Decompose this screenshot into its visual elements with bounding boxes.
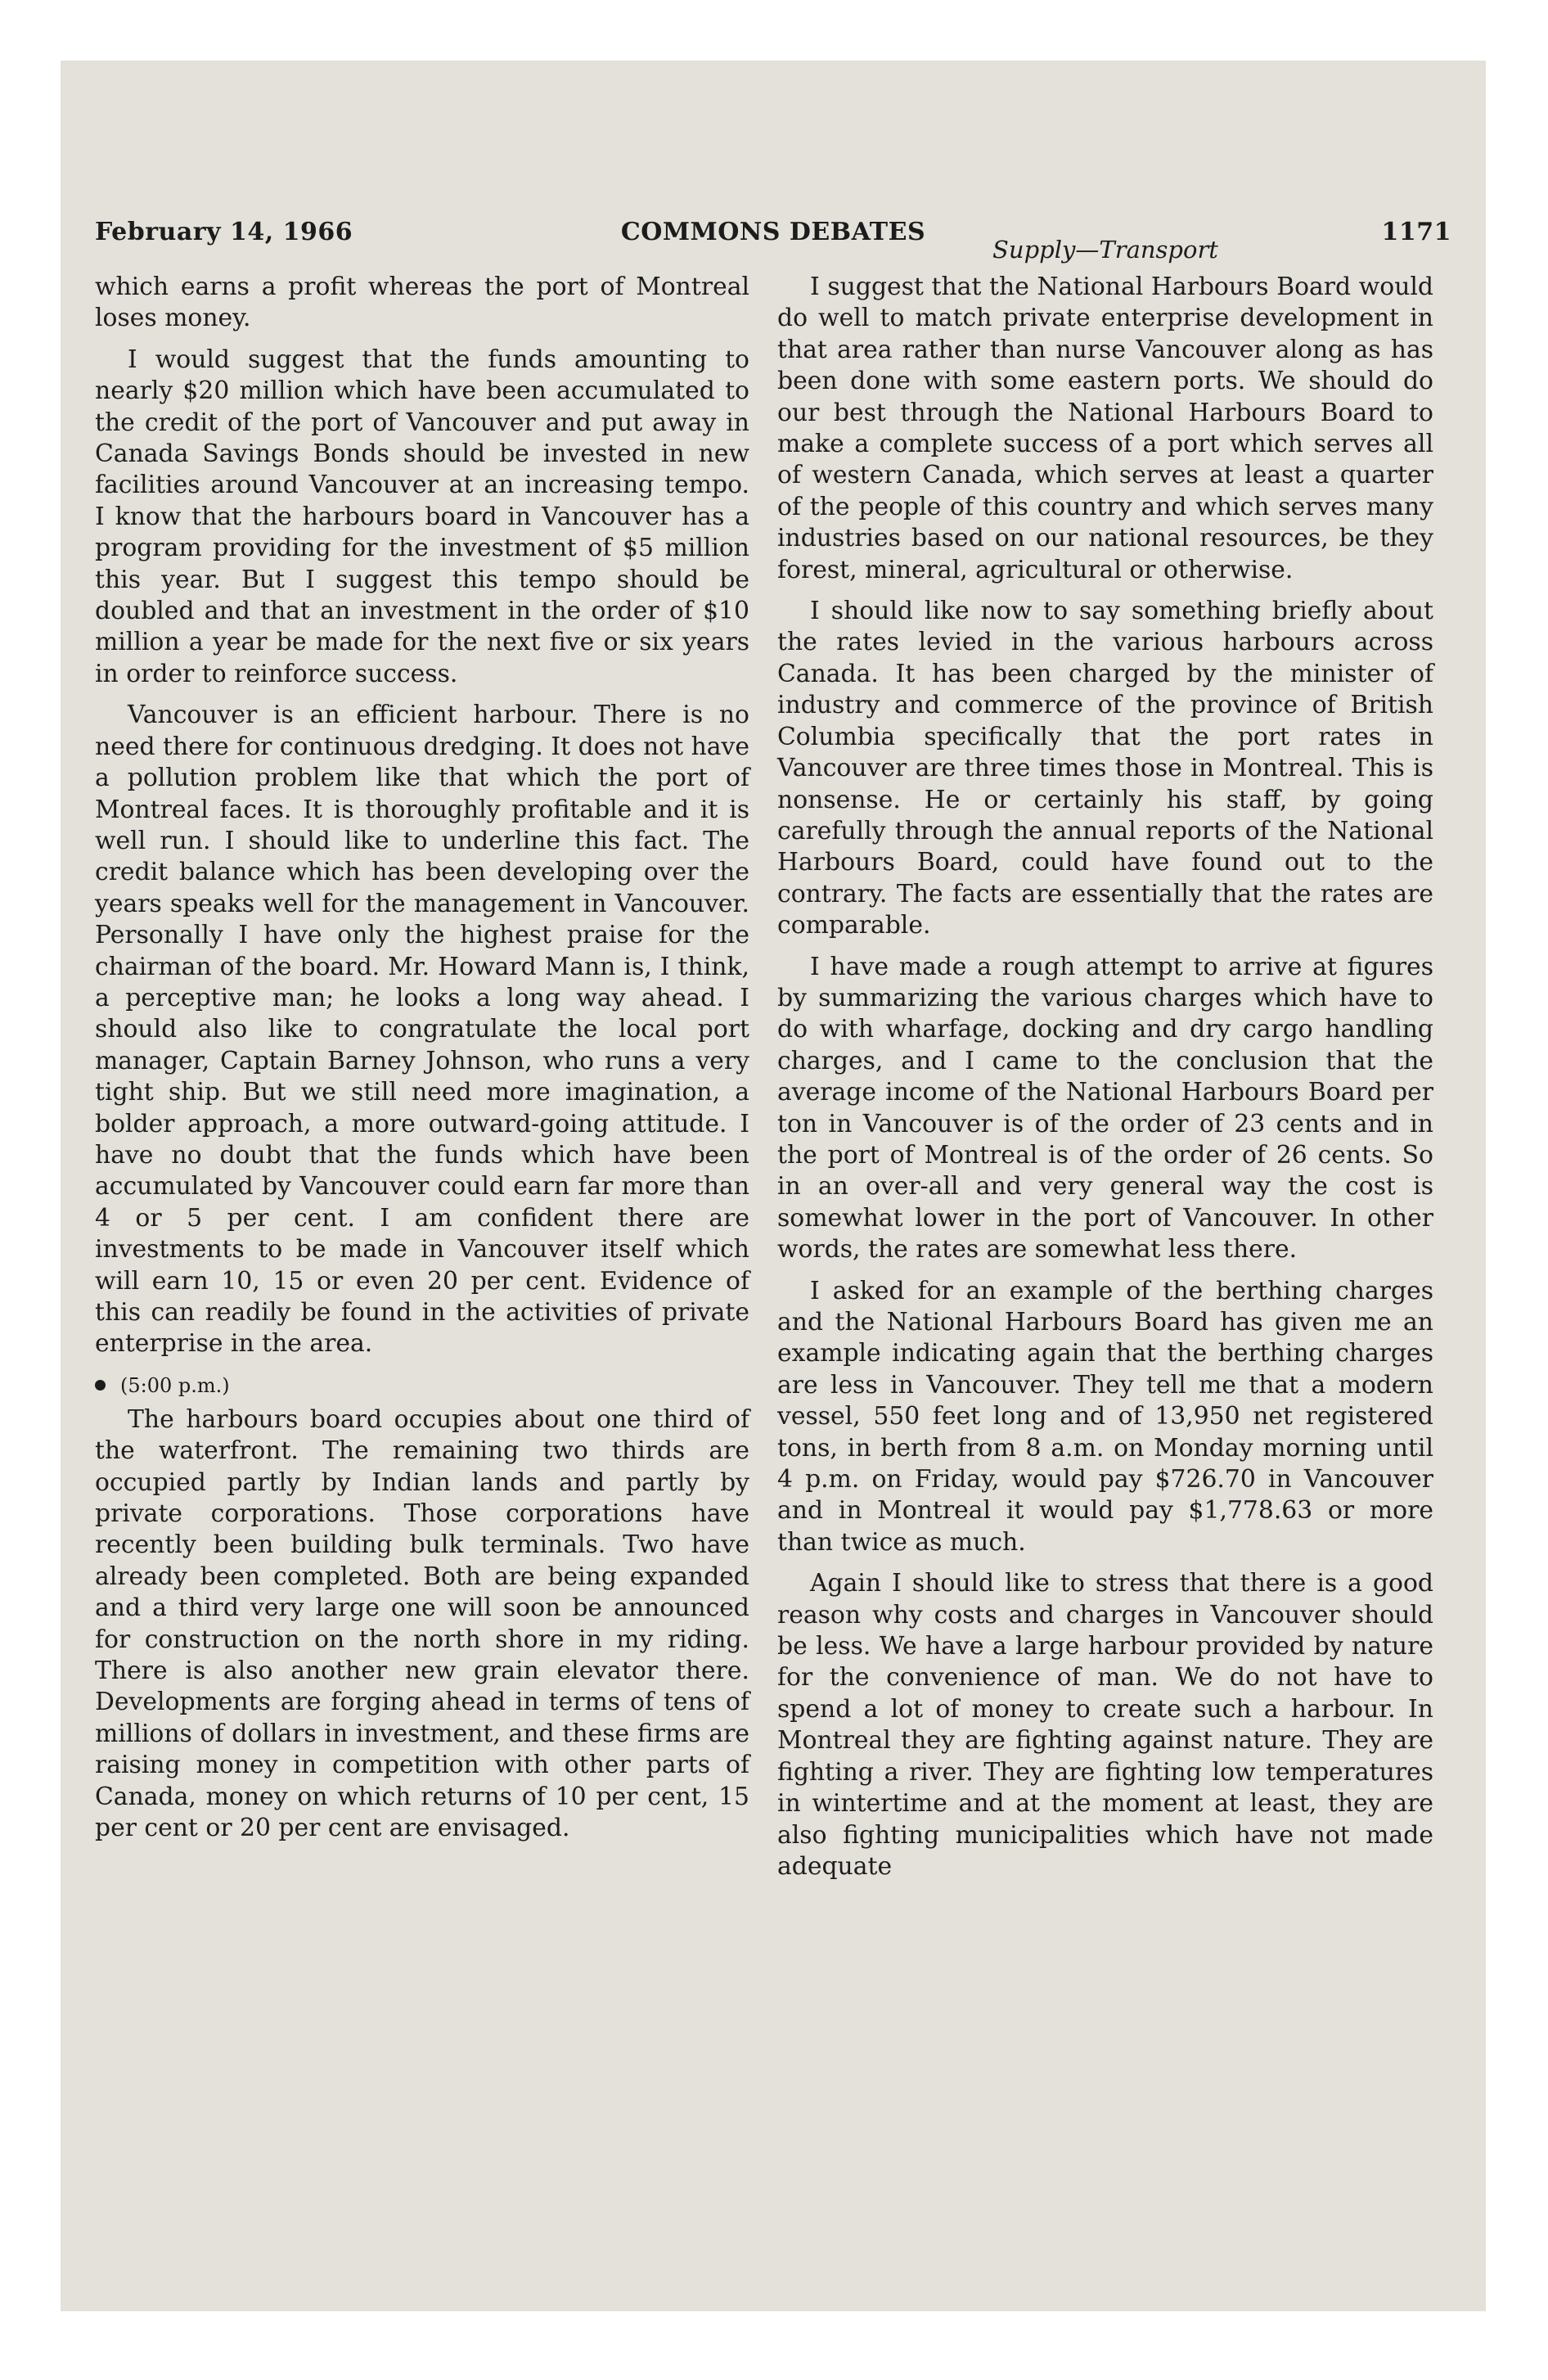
page-number: 1171 bbox=[1381, 218, 1451, 246]
paragraph: Again I should like to stress that there is a good reason why costs and charges in Vancouver should be less. We have a large harbour provided by nature for the convenience of man. We do not have to spend a lot of money to create such a harbour. In Montreal they are fighting against nature. They are fighting a river. They are fighting low temperatures in wintertime and at the moment at least, they are also fighting municipalities which have not made adequate bbox=[777, 1569, 1433, 1881]
paragraph: The harbours board occupies about one third of the waterfront. The remaining two thirds are occupied partly by Indian lands and partly by private corporations. Those corporations have recently been building bulk terminals. Two have already been completed. Both are being expanded and a third very large one will soon be announced for construction on the north shore in my riding. There is also another new grain elevator there. Developments are forging ahead in terms of tens of millions of dollars in investment, and these firms are raising money in competition with other parts of Canada, money on which returns of 10 per cent, 15 per cent or 20 per cent are envisaged. bbox=[95, 1404, 749, 1843]
time-marker-text: (5:00 p.m.) bbox=[120, 1373, 230, 1397]
paragraph: I would suggest that the funds amounting to nearly $20 million which have been accumulated to the credit of the port of Vancouver and put away in Canada Savings Bonds should be invested in new facilities around Vancouver at an increasing tempo. I know that the harbours board in Vancouver has a program providing for the investment of $5 million this year. But I suggest this tempo should be doubled and that an investment in the order of $10 million a year be made for the next five or six years in order to reinforce success. bbox=[95, 345, 749, 688]
header-title: COMMONS DEBATES bbox=[620, 218, 926, 246]
paragraph: which earns a profit whereas the port of Montreal loses money. bbox=[95, 273, 749, 333]
paragraph: I asked for an example of the berthing charges and the National Harbours Board has given me an example indicating again that the berthing charges are less in Vancouver. They tell me that a modern vessel, 550 feet long and of 13,950 net registered tons, in berth from 8 a.m. on Monday morning until 4 p.m. on Friday, would pay $726.70 in Vancouver and in Montreal it would pay $1,778.63 or more than twice as much. bbox=[777, 1276, 1433, 1557]
bullet-icon bbox=[95, 1380, 106, 1391]
time-marker bbox=[95, 1370, 749, 1401]
paragraph: I should like now to say something briefly about the rates levied in the various harbours across Canada. It has been charged by the minister of industry and commerce of the province of British Columbia specifically that the port rates in Vancouver are three times those in Montreal. This is nonsense. He or certainly his staff, by going carefully through the annual reports of the National Harbours Board, could have found out to the contrary. The facts are essentially that the rates are comparable. bbox=[777, 597, 1433, 940]
header-date: February 14, 1966 bbox=[95, 218, 353, 246]
paragraph: I have made a rough attempt to arrive at figures by summarizing the various charges which have to do with wharfage, docking and dry cargo handling charges, and I came to the conclusion that the average income of the National Harbours Board per ton in Vancouver is of the order of 23 cents and in the port of Montreal is of the order of 26 cents. So in an over-all and very general way the cost is somewhat lower in the port of Vancouver. In other words, the rates are somewhat less there. bbox=[777, 952, 1433, 1264]
paragraph: I suggest that the National Harbours Board would do well to match private enterprise development in that area rather than nurse Vancouver along as has been done with some eastern ports. We should do our best through the National Harbours Board to make a complete success of a port which serves all of western Canada, which serves at least a quarter of the people of this country and which serves many industries based on our national resources, be they forest, mineral, agricultural or otherwise. bbox=[777, 273, 1433, 584]
paragraph: Vancouver is an efficient harbour. There is no need there for continuous dredging. It does not have a pollution problem like that which the port of Montreal faces. It is thoroughly profitable and it is well run. I should like to underline this fact. The credit balance which has been developing over the years speaks well for the management in Vancouver. Personally I have only the highest praise for the chairman of the board. Mr. Howard Mann is, I think, a perceptive man; he looks a long way ahead. I should also like to congratulate the local port manager, Captain Barney Johnson, who runs a very tight ship. But we still need more imagination, a bolder approach, a more outward-going attitude. I have no doubt that the funds which have been accumulated by Vancouver could earn far more than 4 or 5 per cent. I am confident there are investments to be made in Vancouver itself which will earn 10, 15 or even 20 per cent. Evidence of this can readily be found in the activities of private enterprise in the area. bbox=[95, 701, 749, 1359]
left-column bbox=[95, 272, 749, 1855]
right-column bbox=[777, 236, 1433, 1892]
document-page bbox=[61, 61, 1486, 2311]
scanned-page bbox=[61, 61, 1486, 2311]
section-heading: Supply—Transport bbox=[992, 236, 1218, 264]
